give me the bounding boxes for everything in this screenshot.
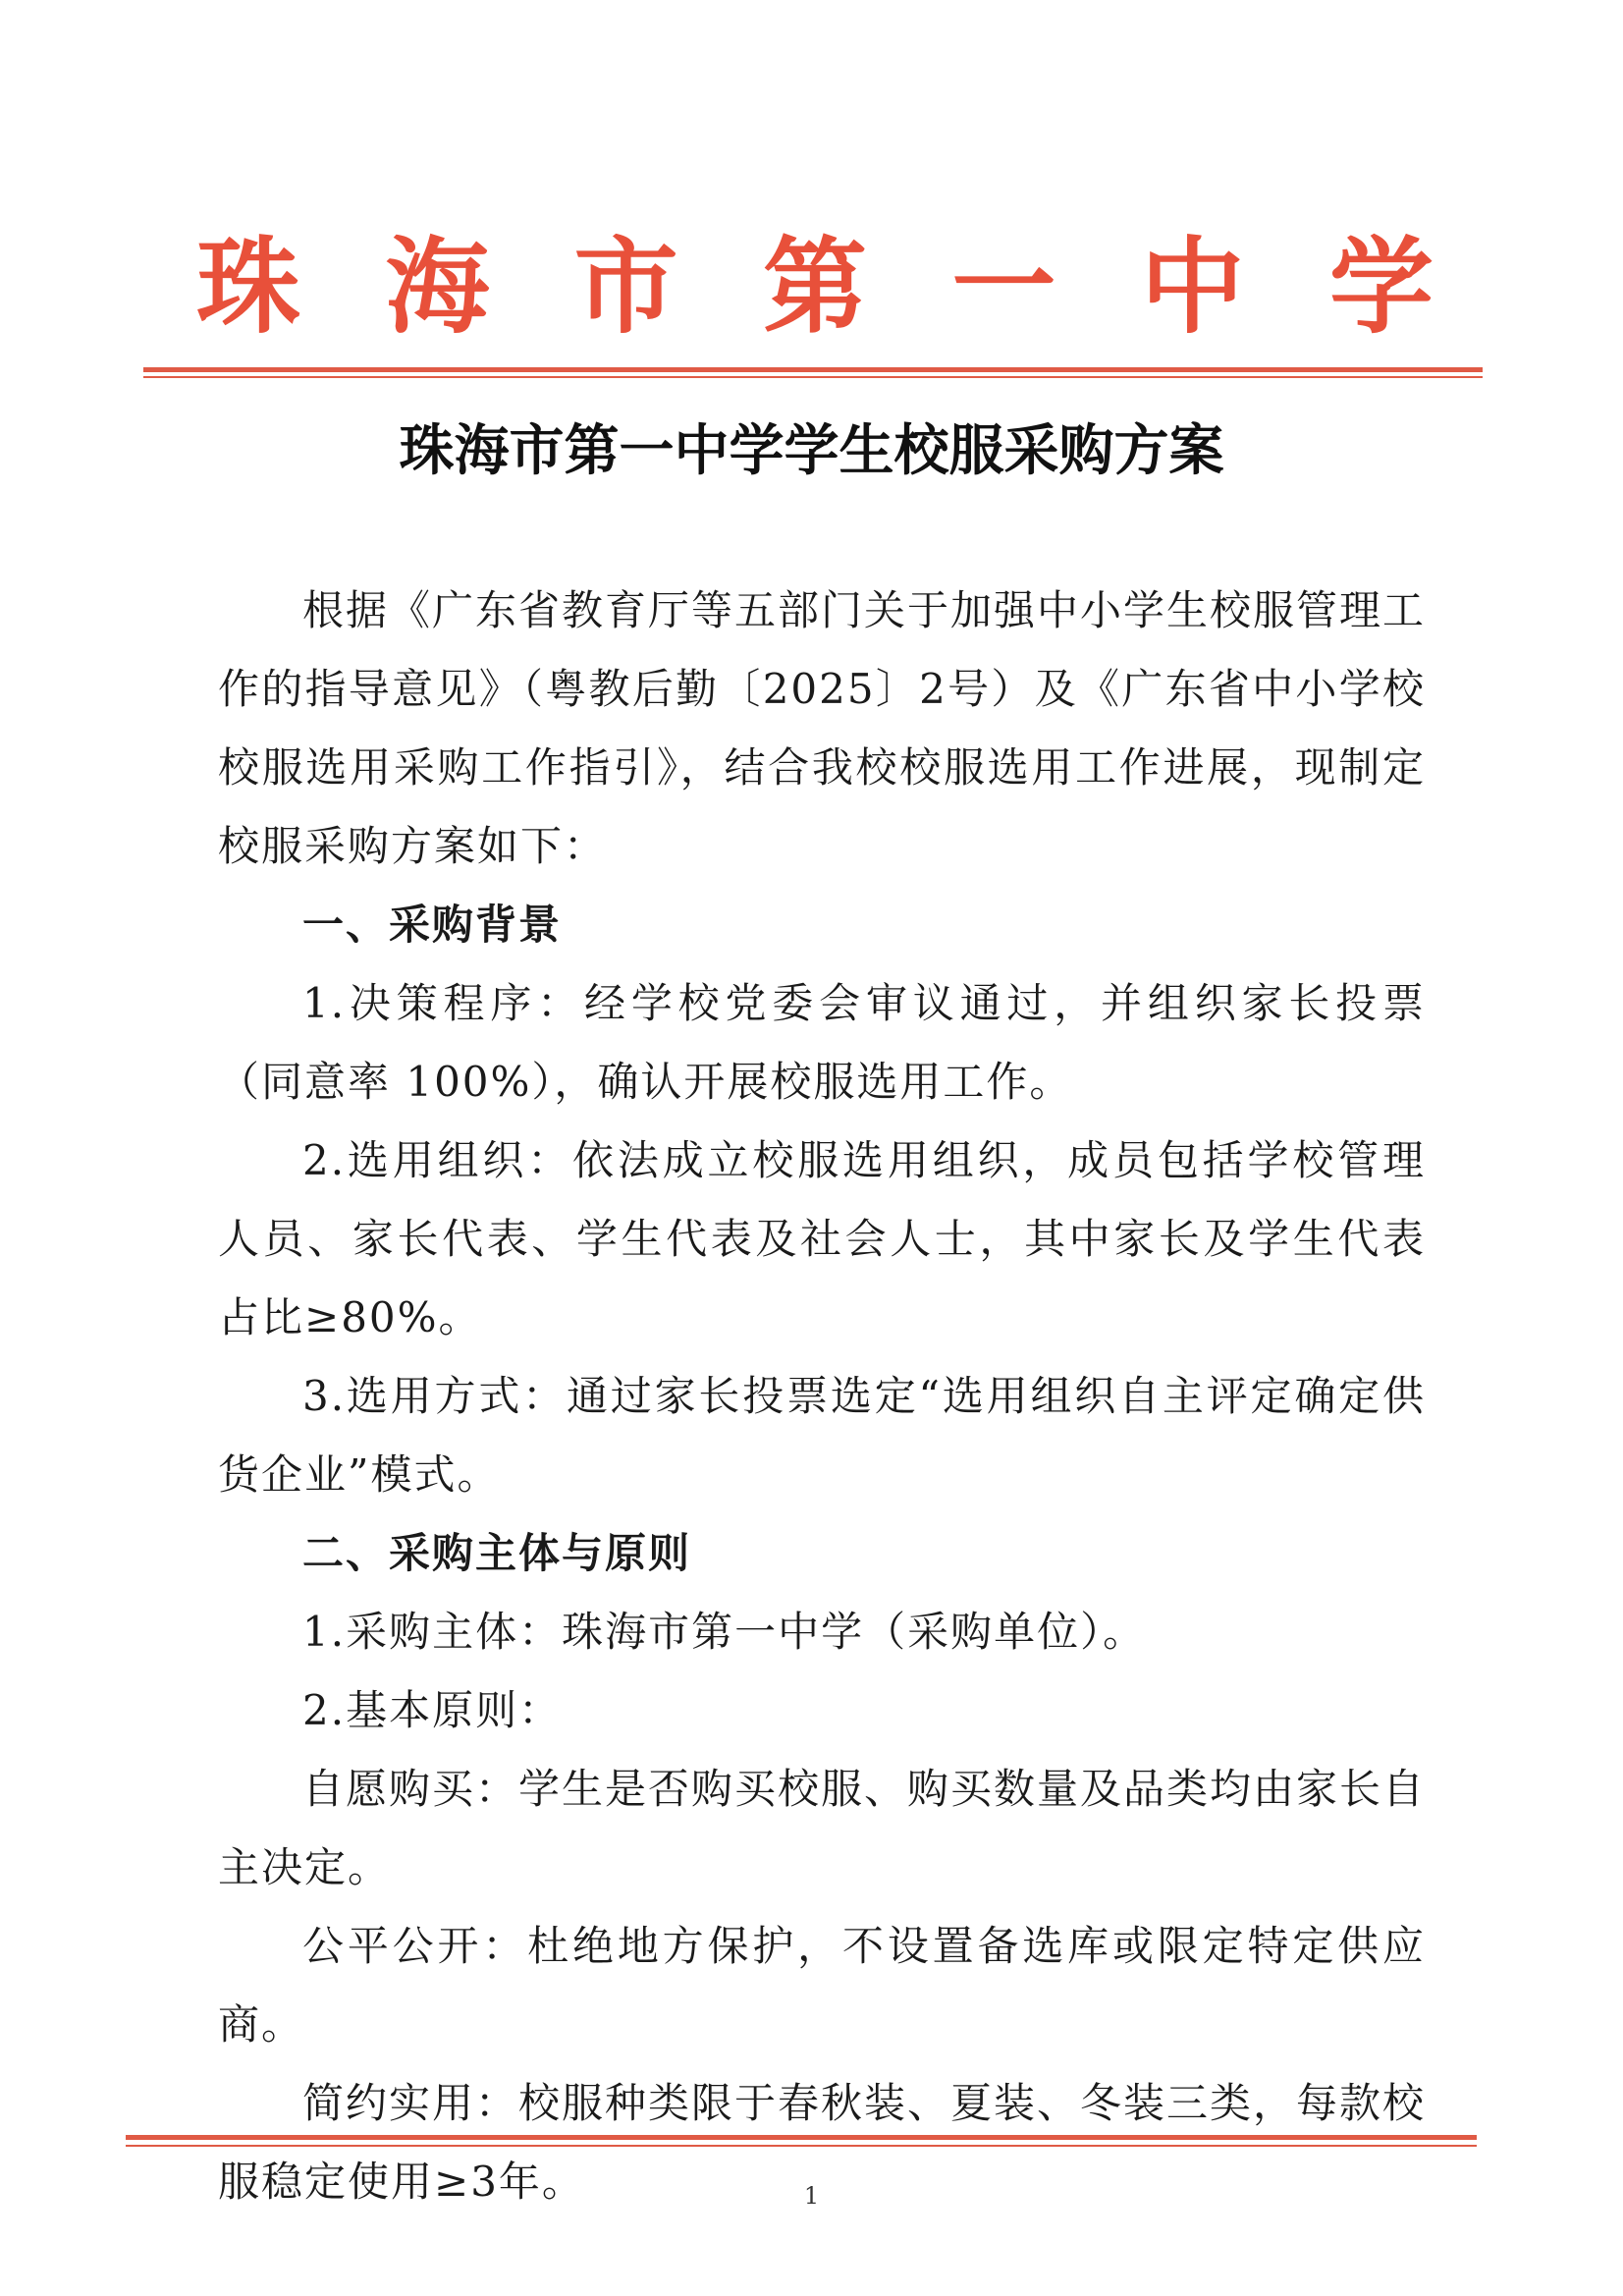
paragraph-basic-principles: 2.基本原则： [302,1686,563,1734]
section-heading-background: 一、采购背景 [302,901,563,949]
header-divider [143,367,1483,372]
header-divider-thin [143,376,1483,378]
letterhead-char: 中 [1140,225,1245,348]
page-number: 1 [803,2182,820,2210]
letterhead-char: 第 [762,225,867,348]
letterhead-char: 市 [573,225,678,348]
letterhead-char: 海 [385,225,490,348]
paragraph-selection-method: 3.选用方式：通过家长投票选定“选用组织自主评定确定供货企业”模式。 [218,1372,1426,1499]
paragraph-procurement-subject: 1.采购主体：珠海市第一中学（采购单位）。 [302,1608,1147,1656]
intro-paragraph: 根据《广东省教育厅等五部门关于加强中小学生校服管理工作的指导意见》（粤教后勤〔2025〕2号）及《广东省中小学校校服选用采购工作指引》，结合我校校服选用工作进展，现制定校服采购方案如下： [218,586,1427,870]
document-body [218,572,1426,2221]
section-heading-principles: 二、采购主体与原则 [302,1529,692,1577]
paragraph-decision-procedure: 1.决策程序：经学校党委会审议通过，并组织家长投票（同意率 100%），确认开展校服选用工作。 [218,979,1426,1106]
document-title: 珠海市第一中学学生校服采购方案 [399,419,1224,483]
letterhead-title [196,225,1434,348]
letterhead-char: 学 [1328,225,1434,348]
letterhead-char: 珠 [196,225,300,348]
letterhead-char: 一 [951,225,1056,348]
paragraph-selection-organization: 2.选用组织：依法成立校服选用组织，成员包括学校管理人员、家长代表、学生代表及社会人士，其中家长及学生代表占比≥80%。 [218,1136,1426,1341]
footer-divider [126,2135,1477,2140]
paragraph-voluntary-purchase: 自愿购买：学生是否购买校服、购买数量及品类均由家长自主决定。 [218,1765,1427,1891]
paragraph-simple-practical: 简约实用：校服种类限于春秋装、夏装、冬装三类，每款校服稳定使用≥3年。 [218,2079,1427,2206]
footer-divider-thin [126,2145,1477,2147]
paragraph-fair-open: 公平公开：杜绝地方保护，不设置备选库或限定特定供应商。 [218,1922,1426,2049]
